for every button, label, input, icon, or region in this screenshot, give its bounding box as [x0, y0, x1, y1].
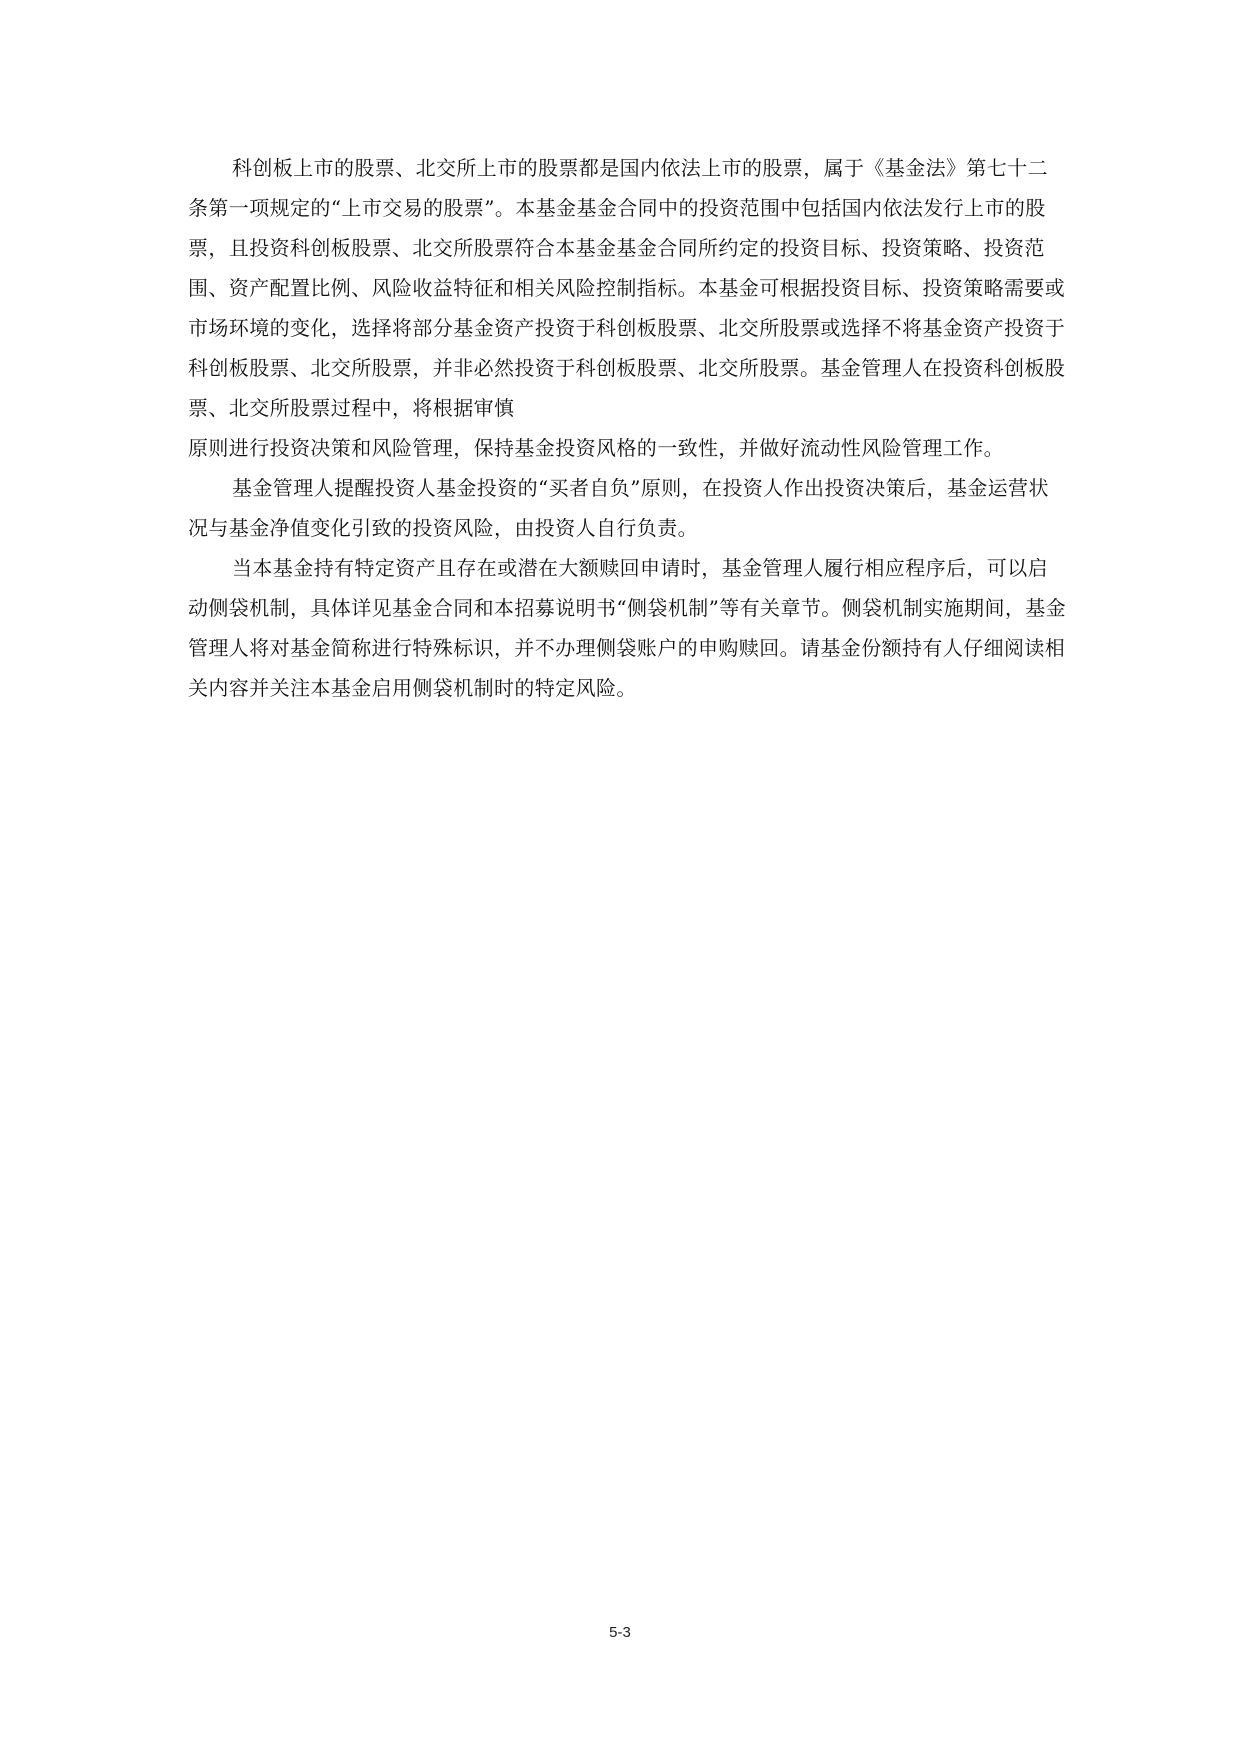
page-number: 5-3 [609, 1624, 631, 1641]
paragraph-prudent-principle: 原则进行投资决策和风险管理，保持基金投资风格的一致性，并做好流动性风险管理工作。 [188, 436, 1004, 460]
paragraph-buyer-beware: 基金管理人提醒投资人基金投资的“买者自负”原则，在投资人作出投资决策后，基金运营状况与基金净值变化引致的投资风险，由投资人自行负责。 [188, 476, 1049, 540]
paragraph-star-market-stocks: 科创板上市的股票、北交所上市的股票都是国内依法上市的股票，属于《基金法》第七十二条第一项规定的“上市交易的股票”。本基金基金合同中的投资范围中包括国内依法发行上市的股票，且投资科创板股票、北交所股票符合本基金基金合同所约定的投资目标、投资策略、投资范围、资产配置比例、风险收益特征和相关风险控制指标。本基金可根据投资目标、投资策略需要或市场环境的变化，选择将部分基金资产投资于科创板股票、北交所股票或选择不将基金资产投资于科创板股票、北交所股票，并非必然投资于科创板股票、北交所股票。基金管理人在投资科创板股票、北交所股票过程中，将根据审慎 [188, 156, 1066, 420]
document-body [188, 148, 1068, 708]
paragraph-side-pocket: 当本基金持有特定资产且存在或潜在大额赎回申请时，基金管理人履行相应程序后，可以启动侧袋机制，具体详见基金合同和本招募说明书“侧袋机制”等有关章节。侧袋机制实施期间，基金管理人将对基金简称进行特殊标识，并不办理侧袋账户的申购赎回。请基金份额持有人仔细阅读相关内容并关注本基金启用侧袋机制时的特定风险。 [188, 556, 1067, 700]
